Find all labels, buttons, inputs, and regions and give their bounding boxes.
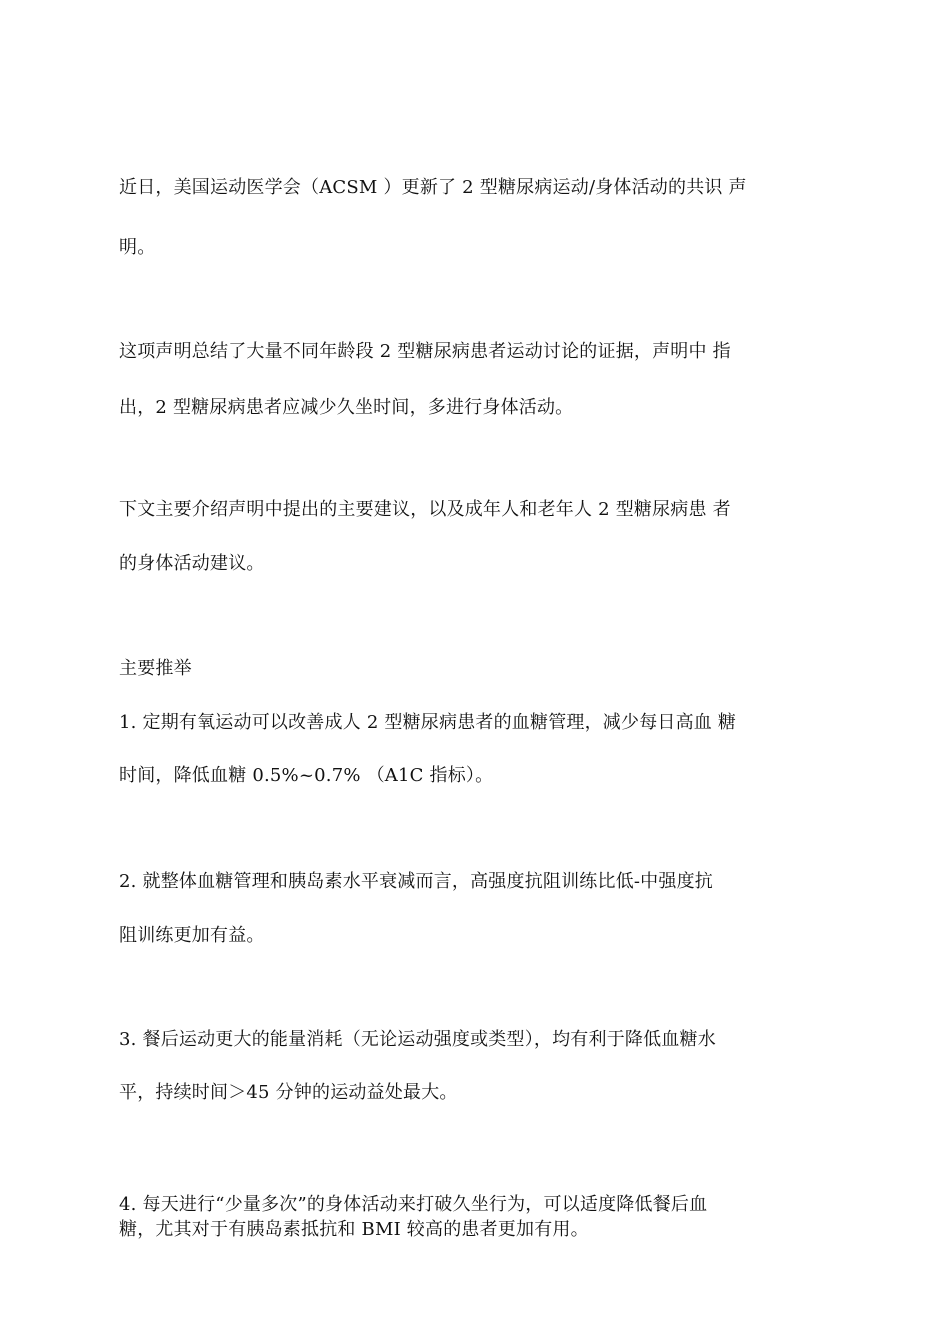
paragraph-1-line-1: 近日，美国运动医学会（ACSM ）更新了 2 型糖尿病运动/身体活动的共识 声 [119, 177, 747, 198]
paragraph-3-line-2: 的身体活动建议。 [119, 553, 265, 574]
recommendation-4-line-1: 4. 每天进行“少量多次”的身体活动来打破久坐行为，可以适度降低餐后血 [119, 1194, 708, 1215]
paragraph-2-line-2: 出，2 型糖尿病患者应减少久坐时间，多进行身体活动。 [119, 397, 574, 418]
paragraph-1-line-2: 明。 [119, 237, 156, 258]
recommendation-4-line-2: 糖，尤其对于有胰岛素抵抗和 BMI 较高的患者更加有用。 [119, 1219, 589, 1240]
recommendation-2-line-2: 阻训练更加有益。 [119, 925, 265, 946]
recommendation-2-line-1: 2. 就整体血糖管理和胰岛素水平衰减而言，高强度抗阻训练比低-中强度抗 [119, 871, 713, 892]
paragraph-2-line-1: 这项声明总结了大量不同年龄段 2 型糖尿病患者运动讨论的证据，声明中 指 [119, 341, 731, 362]
recommendation-1-line-1: 1. 定期有氧运动可以改善成人 2 型糖尿病患者的血糖管理，减少每日高血 糖 [119, 712, 737, 733]
recommendation-3-line-2: 平，持续时间＞45 分钟的运动益处最大。 [119, 1082, 458, 1103]
recommendation-3-line-1: 3. 餐后运动更大的能量消耗（无论运动强度或类型），均有利于降低血糖水 [119, 1029, 716, 1050]
recommendation-1-line-2: 时间，降低血糖 0.5%~0.7% （A1C 指标）。 [119, 765, 494, 786]
paragraph-3-line-1: 下文主要介绍声明中提出的主要建议，以及成年人和老年人 2 型糖尿病患 者 [119, 499, 731, 520]
section-heading: 主要推举 [119, 658, 192, 679]
